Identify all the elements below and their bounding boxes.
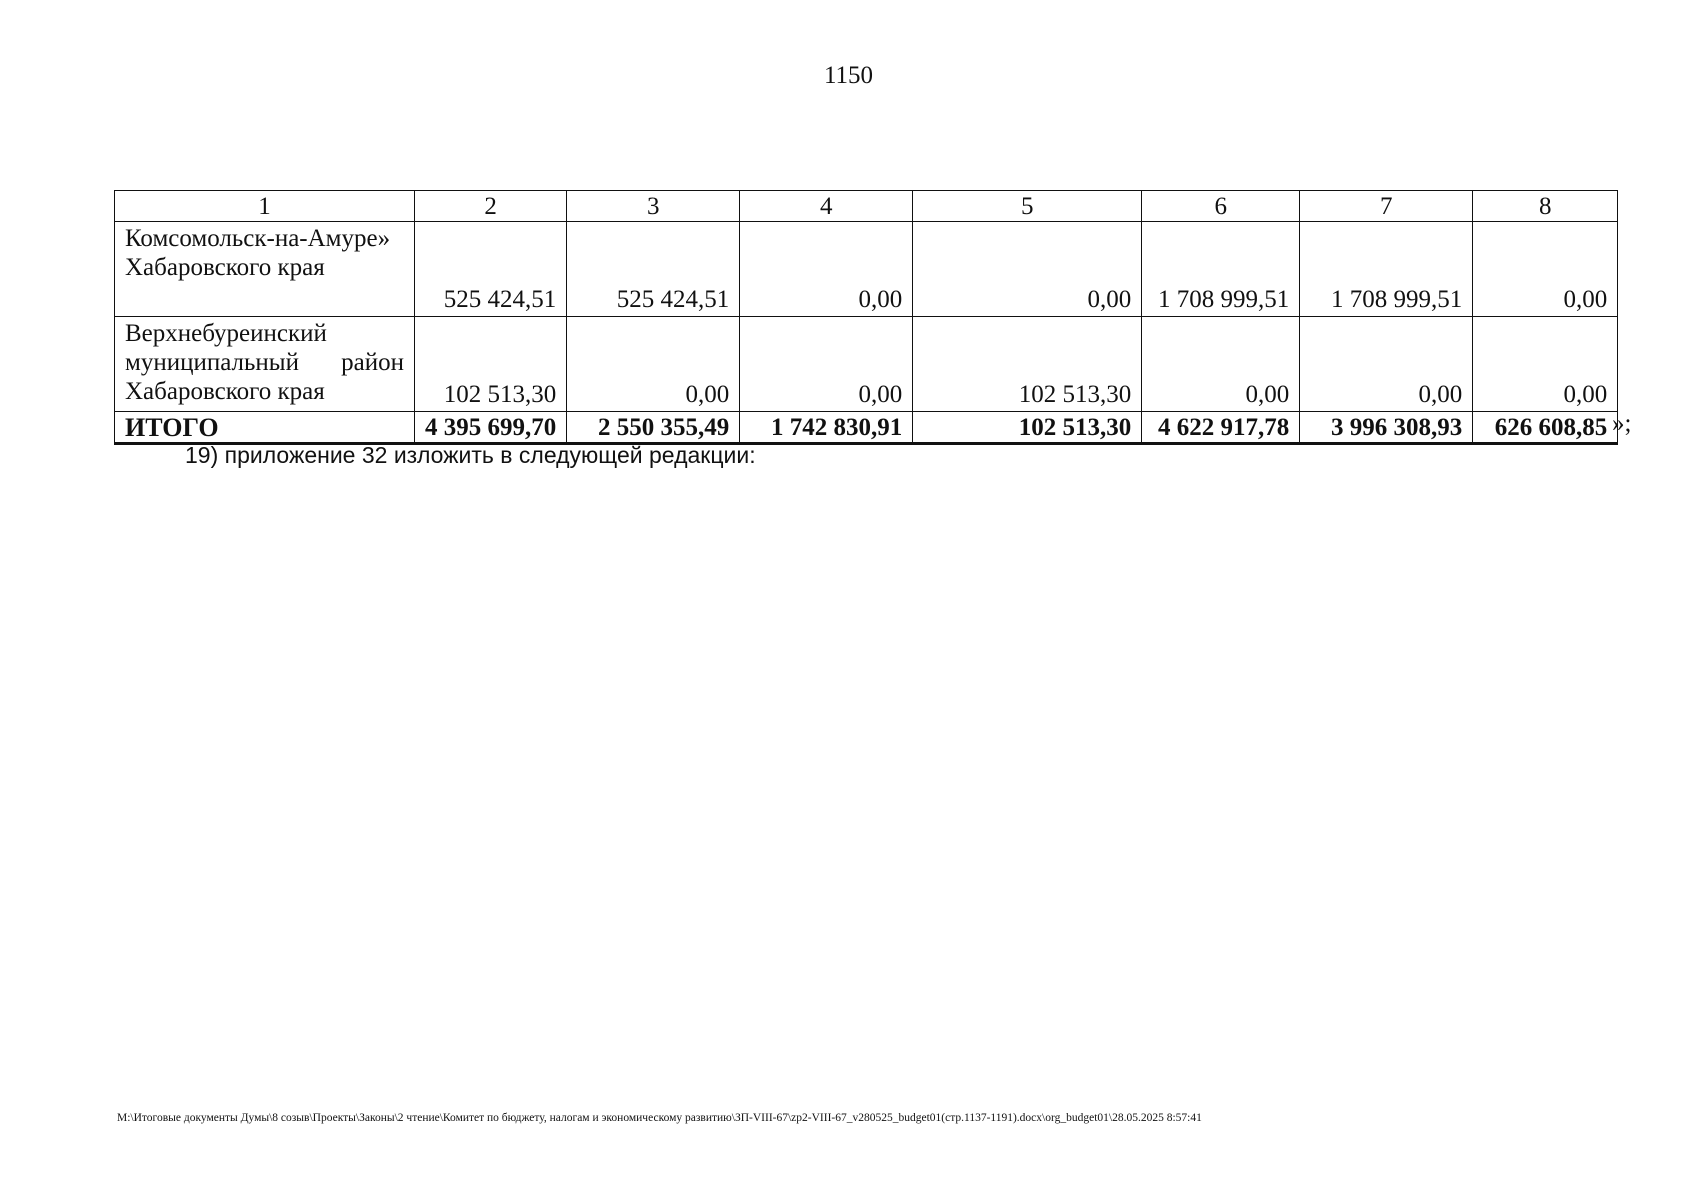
total-cell: 102 513,30 — [913, 412, 1142, 444]
closing-quote: »; — [1612, 410, 1632, 437]
table-cell: 525 424,51 — [415, 222, 567, 317]
column-number: 8 — [1473, 191, 1618, 222]
column-number-row — [115, 191, 1618, 222]
column-number: 5 — [913, 191, 1142, 222]
total-cell: 1 742 830,91 — [740, 412, 913, 444]
total-cell: 4 395 699,70 — [415, 412, 567, 444]
total-label: ИТОГО — [115, 412, 415, 444]
table-cell: 0,00 — [1473, 222, 1618, 317]
total-cell: 2 550 355,49 — [567, 412, 740, 444]
instruction-text: 19) приложение 32 изложить в следующей редакции: — [185, 442, 756, 468]
table-row — [115, 317, 1618, 412]
column-number: 6 — [1142, 191, 1300, 222]
table-cell: 102 513,30 — [415, 317, 567, 412]
table-cell: 1 708 999,51 — [1142, 222, 1300, 317]
page-number: 1150 — [823, 62, 874, 89]
total-cell: 4 622 917,78 — [1142, 412, 1300, 444]
table-cell: 0,00 — [567, 317, 740, 412]
table-row — [115, 222, 1618, 317]
municipality-name: Верхнебуреинский муниципальный район Хабаровского края — [115, 317, 415, 412]
table-cell: 0,00 — [1473, 317, 1618, 412]
total-cell: 626 608,85 — [1473, 412, 1618, 444]
column-number: 3 — [567, 191, 740, 222]
column-number: 1 — [115, 191, 415, 222]
table-cell: 0,00 — [1142, 317, 1300, 412]
column-number: 4 — [740, 191, 913, 222]
column-number: 2 — [415, 191, 567, 222]
column-number: 7 — [1300, 191, 1473, 222]
table-cell: 1 708 999,51 — [1300, 222, 1473, 317]
municipality-name: Комсомольск-на-Амуре» Хабаровского края — [115, 222, 415, 317]
total-row — [115, 412, 1618, 444]
footer-file-path: M:\Итоговые документы Думы\8 созыв\Проекты\Законы\2 чтение\Комитет по бюджету, налогам и экономическому развитию\ЗП-VIII-67\zp2-VIII-67_v280525_budget01(стр.1137-1191).docx\org_budget01\28.05.2025 8:57:41 — [117, 1112, 1202, 1124]
table-cell: 0,00 — [740, 317, 913, 412]
budget-table — [114, 190, 1618, 445]
table-cell: 0,00 — [1300, 317, 1473, 412]
total-cell: 3 996 308,93 — [1300, 412, 1473, 444]
table-cell: 102 513,30 — [913, 317, 1142, 412]
table-cell: 525 424,51 — [567, 222, 740, 317]
table-cell: 0,00 — [740, 222, 913, 317]
table-cell: 0,00 — [913, 222, 1142, 317]
